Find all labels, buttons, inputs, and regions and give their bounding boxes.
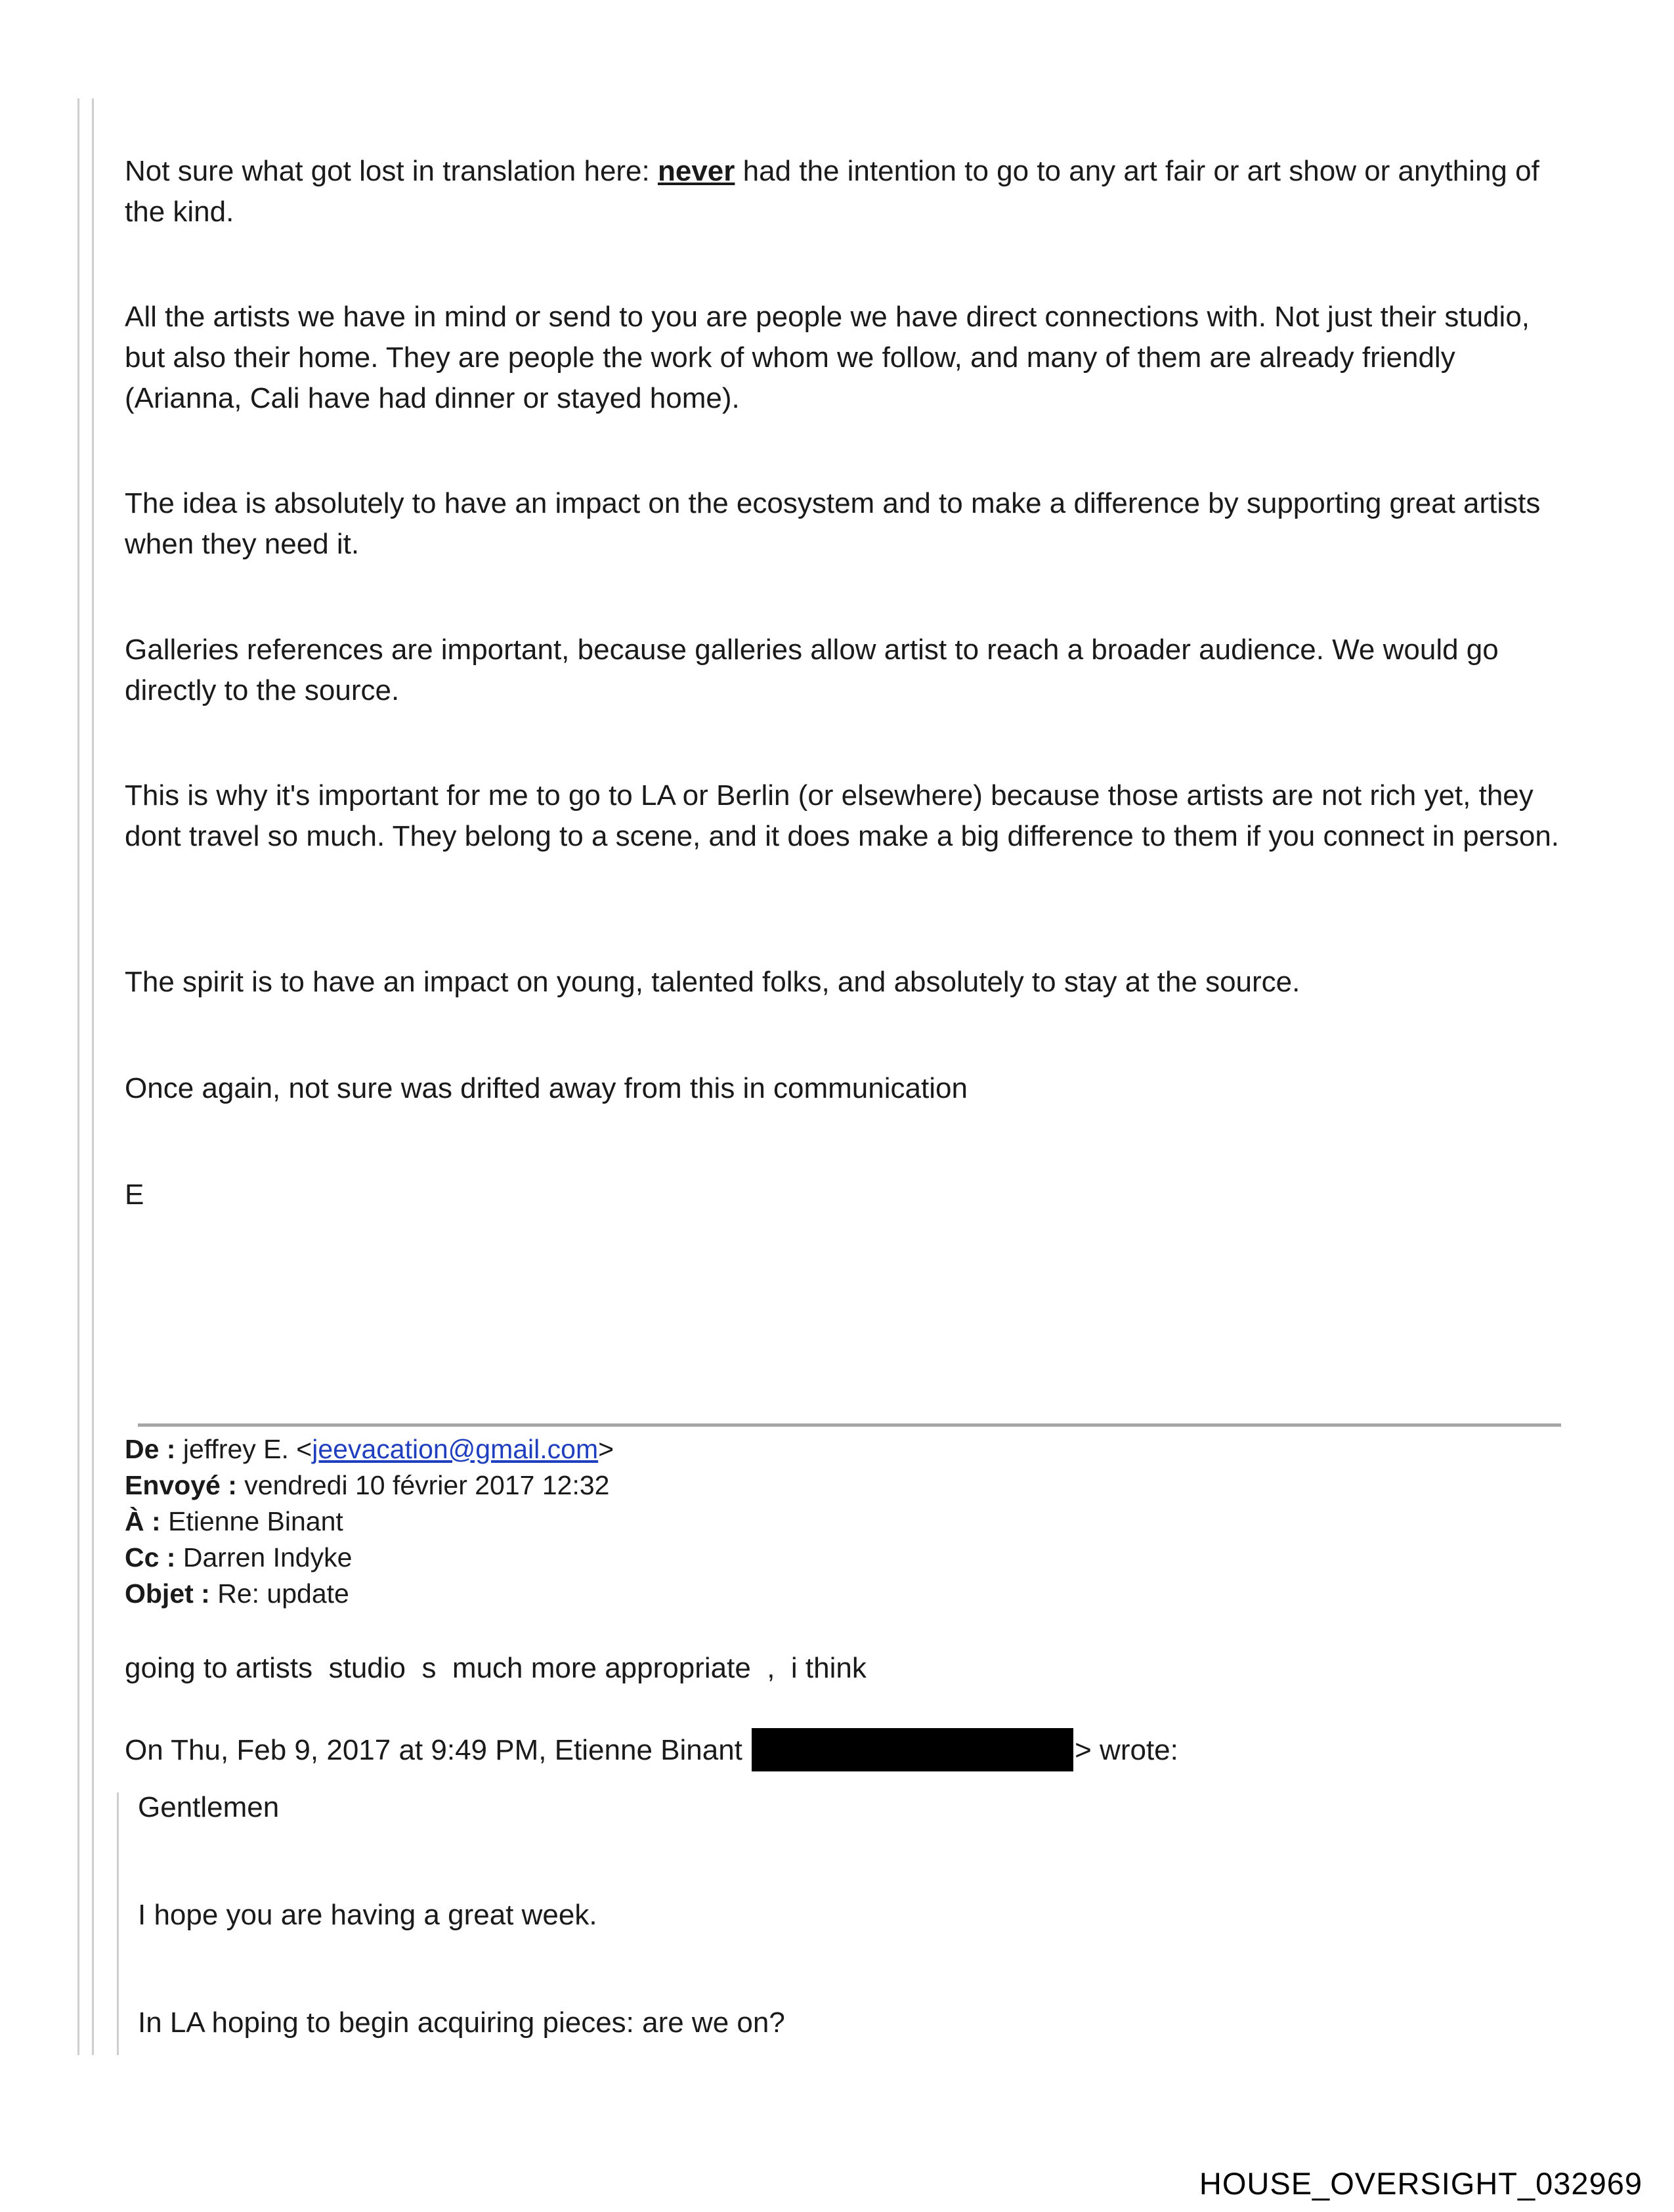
signature: E — [125, 1179, 144, 1211]
paragraph-1-start: Not sure what got lost in translation here: — [125, 155, 658, 187]
paragraph-2: All the artists we have in mind or send to you are people we have direct connections with. Not just their studio, but also their home. They are people the work of whom we follow, and many of them are already friendly (Arianna, Cali have had dinner or stayed home). — [125, 301, 1530, 414]
quote-bar-outer — [77, 98, 79, 2055]
attribution-end: > wrote: — [1075, 1734, 1178, 1766]
from-email-link[interactable]: jeevacation@gmail.com — [312, 1434, 599, 1464]
header-to — [125, 1504, 343, 1540]
bates-number: HOUSE_OVERSIGHT_032969 — [1199, 2166, 1642, 2201]
paragraph-3: The idea is absolutely to have an impact on the ecosystem and to make a difference by supporting great artists when they need it. — [125, 487, 1541, 560]
header-separator — [138, 1423, 1561, 1427]
from-label: De : — [125, 1434, 176, 1464]
paragraph-7: Once again, not sure was drifted away from this in communication — [125, 1072, 968, 1104]
reply-text: going to artists studio s much more appropriate , i think — [125, 1652, 867, 1684]
redaction-block — [752, 1728, 1073, 1771]
subject-value: Re: update — [217, 1578, 349, 1609]
paragraph-1-end: had the intention to go to any art fair or art show or anything of the kind. — [125, 155, 1539, 228]
cc-label: Cc : — [125, 1542, 176, 1572]
subject-label: Objet : — [125, 1578, 210, 1609]
to-value: Etienne Binant — [168, 1506, 343, 1536]
emphasis-never: never — [657, 155, 735, 187]
paragraph-4: Galleries references are important, because galleries allow artist to reach a broader audience. We would go directly to the source. — [125, 634, 1499, 706]
paragraph-1 — [125, 151, 1569, 232]
quote-bar-nested — [117, 1792, 119, 2055]
attribution-start: On Thu, Feb 9, 2017 at 9:49 PM, Etienne Binant — [125, 1734, 751, 1766]
header-sent — [125, 1467, 609, 1504]
from-email-close: > — [598, 1434, 614, 1464]
sent-value: vendredi 10 février 2017 12:32 — [244, 1470, 610, 1500]
header-cc — [125, 1540, 352, 1576]
quote-bar-inner — [92, 98, 94, 2055]
paragraph-5: This is why it's important for me to go to LA or Berlin (or elsewhere) because those artists are not rich yet, they dont travel so much. They belong to a scene, and it does make a big difference to them if you connect in person. — [125, 779, 1560, 852]
quoted-line-2: I hope you are having a great week. — [138, 1899, 597, 1931]
to-label: À : — [125, 1506, 161, 1536]
reply-attribution — [125, 1728, 1569, 1771]
quoted-line-1: Gentlemen — [138, 1791, 280, 1823]
header-subject — [125, 1576, 349, 1612]
cc-value: Darren Indyke — [182, 1542, 353, 1572]
paragraph-6: The spirit is to have an impact on young, talented folks, and absolutely to stay at the source. — [125, 966, 1300, 998]
sent-label: Envoyé : — [125, 1470, 237, 1500]
header-from — [125, 1431, 614, 1467]
from-name: jeffrey E. < — [182, 1434, 312, 1464]
quoted-line-3: In LA hoping to begin acquiring pieces: are we on? — [138, 2006, 785, 2039]
